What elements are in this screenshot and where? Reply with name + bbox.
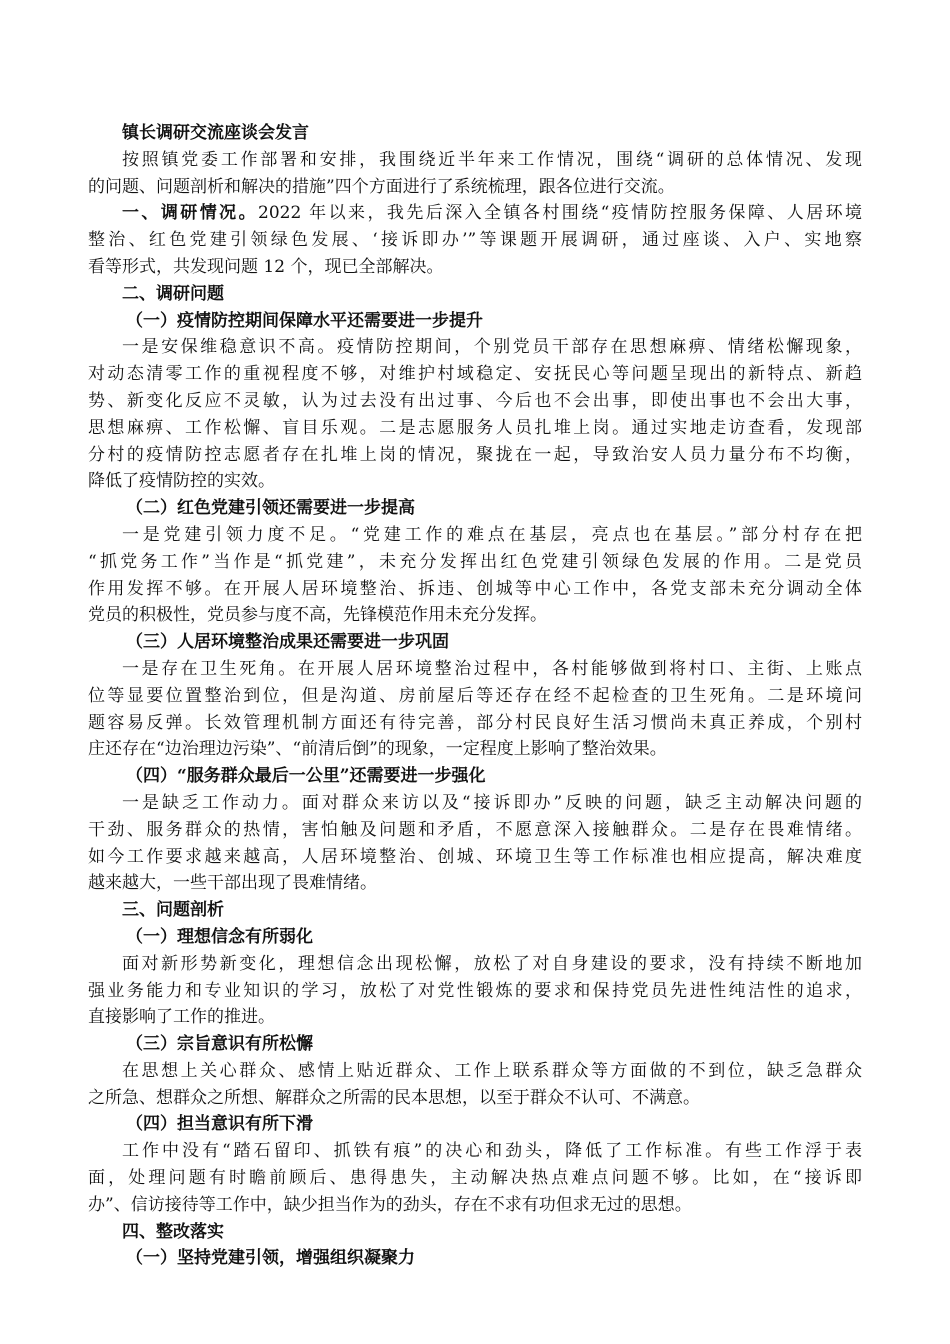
section-1-text: 2022 年以来，我先后深入全镇各村围绕“疫情防控服务保障、人居环境	[258, 203, 863, 224]
section-2-1-line-2: 对动态清零工作的重视程度不够，对维护村域稳定、安抚民心等问题呈现出的新特点、新趋	[88, 364, 862, 385]
section-2-1-heading: （一）疫情防控期间保障水平还需要进一步提升	[126, 310, 483, 331]
section-2-1-line-5: 分村的疫情防控志愿者存在扎堆上岗的情况，聚拢在一起，导致治安人员力量分布不均衡，	[88, 444, 862, 465]
intro-line-1: 按照镇党委工作部署和安排，我围绕近半年来工作情况，围绕“调研的总体情况、发现	[122, 149, 862, 170]
section-2-4-heading: （四）“服务群众最后一公里”还需要进一步强化	[126, 766, 486, 787]
section-1-first-line	[88, 200, 862, 227]
section-2-3-line-1: 一是存在卫生死角。在开展人居环境整治过程中，各村能够做到将村口、主街、上账点	[122, 658, 862, 679]
section-4-1-heading: （一）坚持党建引领，增强组织凝聚力	[126, 1248, 415, 1269]
section-3-heading: 三、问题剖析	[122, 900, 224, 921]
document-page	[88, 120, 862, 1272]
section-2-3-line-2: 位等显要位置整治到位，但是沟道、房前屋后等还存在经不起检查的卫生死角。二是环境问	[88, 685, 862, 706]
section-3-2-heading: （三）宗旨意识有所松懈	[126, 1034, 313, 1055]
section-4-heading: 四、整改落实	[122, 1221, 224, 1242]
section-1-line-2: 整治、红色党建引领绿色发展、‘接诉即办’”等课题开展调研，通过座谈、入户、实地察	[88, 230, 862, 251]
section-2-2-line-4: 党员的积极性，党员参与度不高，先锋模范作用未充分发挥。	[88, 605, 547, 626]
section-2-2-line-2: “抓党务工作”当作是“抓党建”，未充分发挥出红色党建引领绿色发展的作用。二是党员	[88, 551, 862, 572]
section-3-2-line-1: 在思想上关心群众、感情上贴近群众、工作上联系群众等方面做的不到位，缺乏急群众	[122, 1060, 862, 1081]
section-3-1-line-2: 强业务能力和专业知识的学习，放松了对党性锻炼的要求和保持党员先进性纯洁性的追求，	[88, 980, 862, 1001]
section-1-line-3: 看等形式，共发现问题 12 个，现已全部解决。	[88, 256, 444, 277]
section-3-1-line-1: 面对新形势新变化，理想信念出现松懈，放松了对自身建设的要求，没有持续不断地加	[122, 953, 862, 974]
document-title: 镇长调研交流座谈会发言	[122, 123, 309, 143]
section-2-4-line-1: 一是缺乏工作动力。面对群众来访以及“接诉即办”反映的问题，缺乏主动解决问题的	[122, 792, 862, 813]
section-2-3-line-3: 题容易反弹。长效管理机制方面还有待完善，部分村民良好生活习惯尚未真正养成，个别村	[88, 712, 862, 733]
section-3-1-heading: （一）理想信念有所弱化	[126, 926, 313, 947]
section-3-3-line-3: 办”、信访接待等工作中，缺少担当作为的劲头，存在不求有功但求无过的思想。	[88, 1194, 692, 1215]
section-2-3-line-4: 庄还存在“边治理边污染”、“前清后倒”的现象，一定程度上影响了整治效果。	[88, 739, 667, 760]
section-2-4-line-2: 干劲、服务群众的热情，害怕触及问题和矛盾，不愿意深入接触群众。二是存在畏难情绪。	[88, 819, 862, 840]
section-3-3-line-2: 面，处理问题有时瞻前顾后、患得患失，主动解决热点难点问题不够。比如，在“接诉即	[88, 1168, 862, 1189]
section-2-1-line-6: 降低了疫情防控的实效。	[88, 471, 275, 492]
section-2-1-line-1: 一是安保维稳意识不高。疫情防控期间，个别党员干部存在思想麻痹、情绪松懈现象，	[122, 337, 862, 358]
section-2-2-line-3: 作用发挥不够。在开展人居环境整治、拆违、创城等中心工作中，各党支部未充分调动全体	[88, 578, 862, 599]
section-3-1-line-3: 直接影响了工作的推进。	[88, 1007, 275, 1028]
intro-line-2: 的问题、问题剖析和解决的措施”四个方面进行了系统梳理，跟各位进行交流。	[88, 176, 675, 197]
section-2-1-line-3: 势、新变化反应不灵敏，认为过去没有出过事、今后也不会出事，即使出事也不会出大事，	[88, 390, 862, 411]
section-2-1-line-4: 思想麻痹、工作松懈、盲目乐观。二是志愿服务人员扎堆上岗。通过实地走访查看，发现部	[88, 417, 862, 438]
section-2-4-line-4: 越来越大，一些干部出现了畏难情绪。	[88, 873, 377, 894]
section-2-2-line-1: 一是党建引领力度不足。“党建工作的难点在基层，亮点也在基层。”部分村存在把	[122, 524, 862, 545]
section-2-2-heading: （二）红色党建引领还需要进一步提高	[126, 498, 415, 519]
section-1-heading: 一、调研情况。	[122, 203, 259, 224]
section-3-3-line-1: 工作中没有“踏石留印、抓铁有痕”的决心和劲头，降低了工作标准。有些工作浮于表	[122, 1141, 862, 1162]
section-3-2-line-2: 之所急、想群众之所想、解群众之所需的民本思想，以至于群众不认可、不满意。	[88, 1087, 700, 1108]
section-2-3-heading: （三）人居环境整治成果还需要进一步巩固	[126, 632, 449, 653]
section-3-3-heading: （四）担当意识有所下滑	[126, 1114, 313, 1135]
section-2-heading: 二、调研问题	[122, 283, 224, 304]
section-2-4-line-3: 如今工作要求越来越高，人居环境整治、创城、环境卫生等工作标准也相应提高，解决难度	[88, 846, 862, 867]
